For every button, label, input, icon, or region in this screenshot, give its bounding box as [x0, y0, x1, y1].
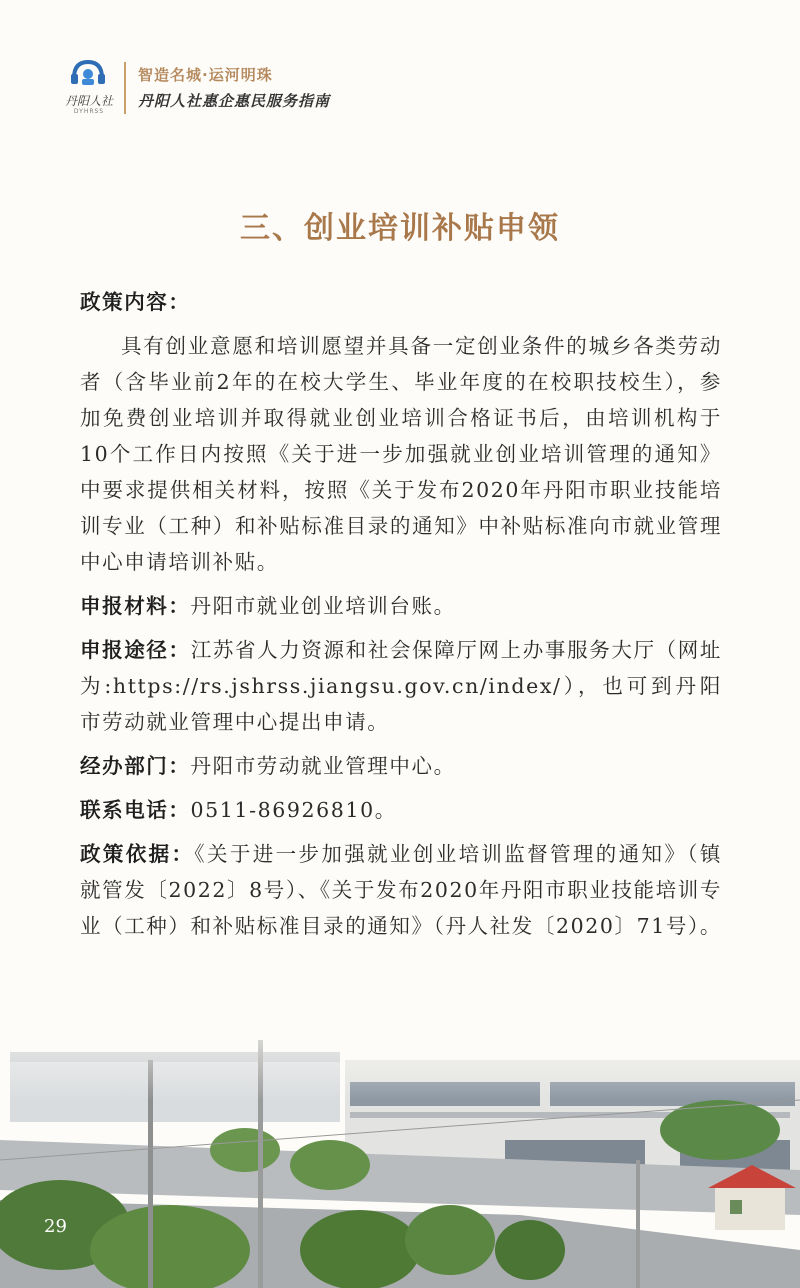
page-number: 29	[44, 1216, 67, 1237]
policy-content-heading	[80, 284, 722, 320]
content-body	[80, 284, 722, 952]
guide-title: 丹阳人社惠企惠民服务指南	[138, 92, 331, 110]
channel-label: 申报途径：	[80, 638, 191, 662]
materials-item	[80, 588, 722, 624]
basis-label: 政策依据：	[80, 842, 195, 866]
phone-item	[80, 792, 722, 828]
policy-content-label: 政策内容：	[80, 290, 191, 314]
logo	[58, 56, 120, 118]
factory-scenery-image	[0, 1000, 800, 1288]
materials-label: 申报材料：	[80, 594, 191, 618]
section-title: 三、创业培训补贴申领	[240, 211, 560, 246]
logo-icon	[68, 58, 108, 88]
department-item	[80, 748, 722, 784]
logo-subtext: DYHRSS	[73, 108, 105, 115]
department-label: 经办部门：	[80, 754, 191, 778]
phone-text: 0511-86926810。	[190, 798, 397, 822]
logo-text: 丹阳人社	[64, 94, 113, 108]
channel-item	[80, 632, 722, 740]
phone-label: 联系电话：	[80, 798, 191, 822]
basis-item	[80, 836, 722, 944]
basis-text: 《关于进一步加强就业创业培训监督管理的通知》（镇就管发〔2022〕8号）、《关于发布2020年丹阳市职业技能培训专业（工种）和补贴标准目录的通知》（丹人社发〔2020〕71号）。	[80, 842, 722, 938]
page-header	[58, 56, 478, 120]
header-slogan: 智造名城·运河明珠	[138, 66, 273, 84]
department-text: 丹阳市劳动就业管理中心。	[190, 754, 456, 778]
header-divider	[124, 62, 126, 114]
policy-content-text: 具有创业意愿和培训愿望并具备一定创业条件的城乡各类劳动者（含毕业前2年的在校大学生、毕业年度的在校职技校生），参加免费创业培训并取得就业创业培训合格证书后，由培训机构于10个工作日内按照《关于进一步加强就业创业培训管理的通知》中要求提供相关材料，按照《关于发布2020年丹阳市职业技能培训专业（工种）和补贴标准目录的通知》中补贴标准向市就业管理中心申请培训补贴。	[80, 334, 722, 574]
materials-text: 丹阳市就业创业培训台账。	[190, 594, 456, 618]
channel-text: 江苏省人力资源和社会保障厅网上办事服务大厅（网址为:https://rs.jshrss.jiangsu.gov.cn/index/），也可到丹阳市劳动就业管理中心提出申请。	[80, 638, 722, 734]
